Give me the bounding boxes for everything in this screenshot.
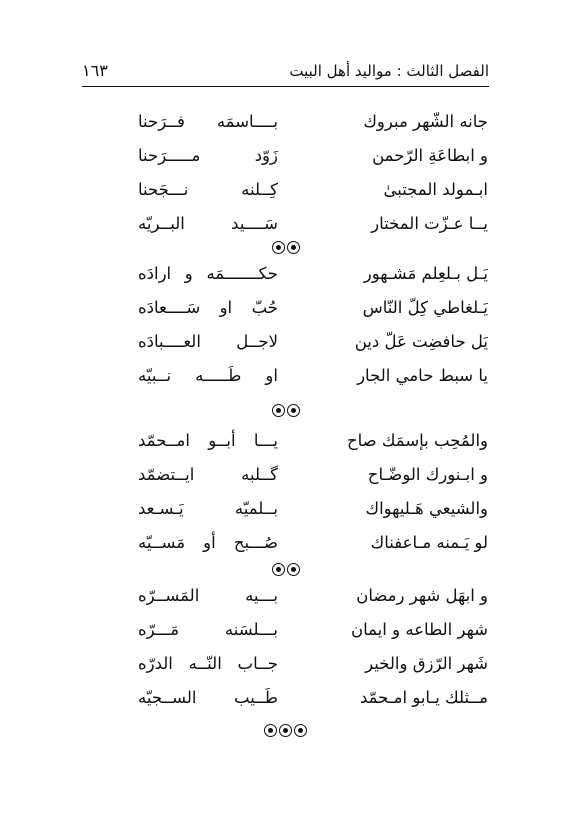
verse-second-hemistich: بــــاسمَه فــرَحنا: [138, 112, 278, 131]
verse-line: [0, 112, 571, 146]
verse-first-hemistich: يــا عـزّت المختار: [371, 214, 488, 233]
page-header: [82, 58, 489, 87]
verse-second-hemistich: جــاب النّــه الدرّه: [138, 654, 278, 673]
verse-second-hemistich: بـــيه المَســرّه: [138, 586, 278, 605]
verse-first-hemistich: والشيعي هَـليهواك: [365, 499, 488, 518]
verse-line: [0, 366, 571, 400]
stanza-separator: [0, 403, 571, 417]
verse-line: [0, 586, 571, 620]
verse-line: [0, 146, 571, 180]
verse-first-hemistich: جانه الشّهر مبروك: [363, 112, 488, 131]
verse-first-hemistich: شهر الطاعه و ايمان: [351, 620, 488, 639]
flower-ornament-icon: [279, 724, 292, 737]
verse-line: [0, 620, 571, 654]
verse-first-hemistich: و ابطاعَةِ الرّحمن: [372, 146, 488, 165]
flower-ornament-icon: [294, 724, 307, 737]
verse-line: [0, 298, 571, 332]
flower-ornament-icon: [272, 563, 285, 576]
verse-second-hemistich: حكـــــــمَه و ارادَه: [138, 264, 278, 283]
verse-second-hemistich: او طَـــــه نــبيّه: [138, 366, 278, 385]
page-number: ١٦٣: [82, 61, 108, 80]
verse-second-hemistich: طَــيب الســجيّه: [138, 688, 278, 707]
verse-line: [0, 180, 571, 214]
verse-first-hemistich: لو يَـمنه مـاعفناك: [370, 533, 488, 552]
flower-ornament-icon: [272, 241, 285, 254]
verse-first-hemistich: يا سبط حامي الجار: [357, 366, 488, 385]
verse-second-hemistich: گــلبه ايــتضمّد: [138, 465, 278, 484]
verse-second-hemistich: بــلميّه يَـسـعد: [138, 499, 278, 518]
verse-line: [0, 431, 571, 465]
verse-first-hemistich: مــثلك يـابو امـحمّد: [359, 688, 488, 707]
verse-line: [0, 332, 571, 366]
stanza-separator: [0, 723, 571, 737]
verse-line: [0, 654, 571, 688]
verse-second-hemistich: بـــلسَنه مَـــرّه: [138, 620, 278, 639]
verse-line: [0, 465, 571, 499]
stanza-separator: [0, 562, 571, 576]
verse-second-hemistich: صُـــبح أو مَســيّه: [138, 533, 278, 552]
verse-second-hemistich: سَــــيد البــريّه: [138, 214, 278, 233]
verse-first-hemistich: يَل حافضِت عَلّ دين: [354, 332, 488, 351]
verse-second-hemistich: حُبّ او سَــــعادَه: [138, 298, 278, 317]
verse-first-hemistich: شَهر الرّزق والخير: [365, 654, 488, 673]
verse-first-hemistich: يَـل بـلعِلم مَشـهور: [363, 264, 488, 283]
verse-line: [0, 688, 571, 722]
chapter-title: الفصل الثالث : مواليد أهل البيت: [289, 62, 489, 80]
stanza-separator: [0, 240, 571, 254]
verse-second-hemistich: زَوّد مـــــرَحنا: [138, 146, 278, 165]
verse-line: [0, 264, 571, 298]
verse-first-hemistich: و ابـنورك الوضّـاح: [367, 465, 488, 484]
verse-second-hemistich: لاجــل العــــبادَه: [138, 332, 278, 351]
verse-first-hemistich: و ابهَل شهر رمضان: [356, 586, 488, 605]
verse-second-hemistich: يـــا أبــو امــحمّد: [138, 431, 278, 450]
flower-ornament-icon: [287, 404, 300, 417]
flower-ornament-icon: [264, 724, 277, 737]
flower-ornament-icon: [287, 563, 300, 576]
verse-first-hemistich: يَـلغاطي كِلّ النّاس: [362, 298, 488, 317]
verse-first-hemistich: والمُحِب بإسمَك صاح: [346, 431, 488, 450]
verse-line: [0, 499, 571, 533]
verse-second-hemistich: كِــلنه نـــجَحنا: [138, 180, 278, 199]
flower-ornament-icon: [287, 241, 300, 254]
verse-first-hemistich: ابـمولد المجتبىٰ: [383, 180, 488, 199]
flower-ornament-icon: [272, 404, 285, 417]
